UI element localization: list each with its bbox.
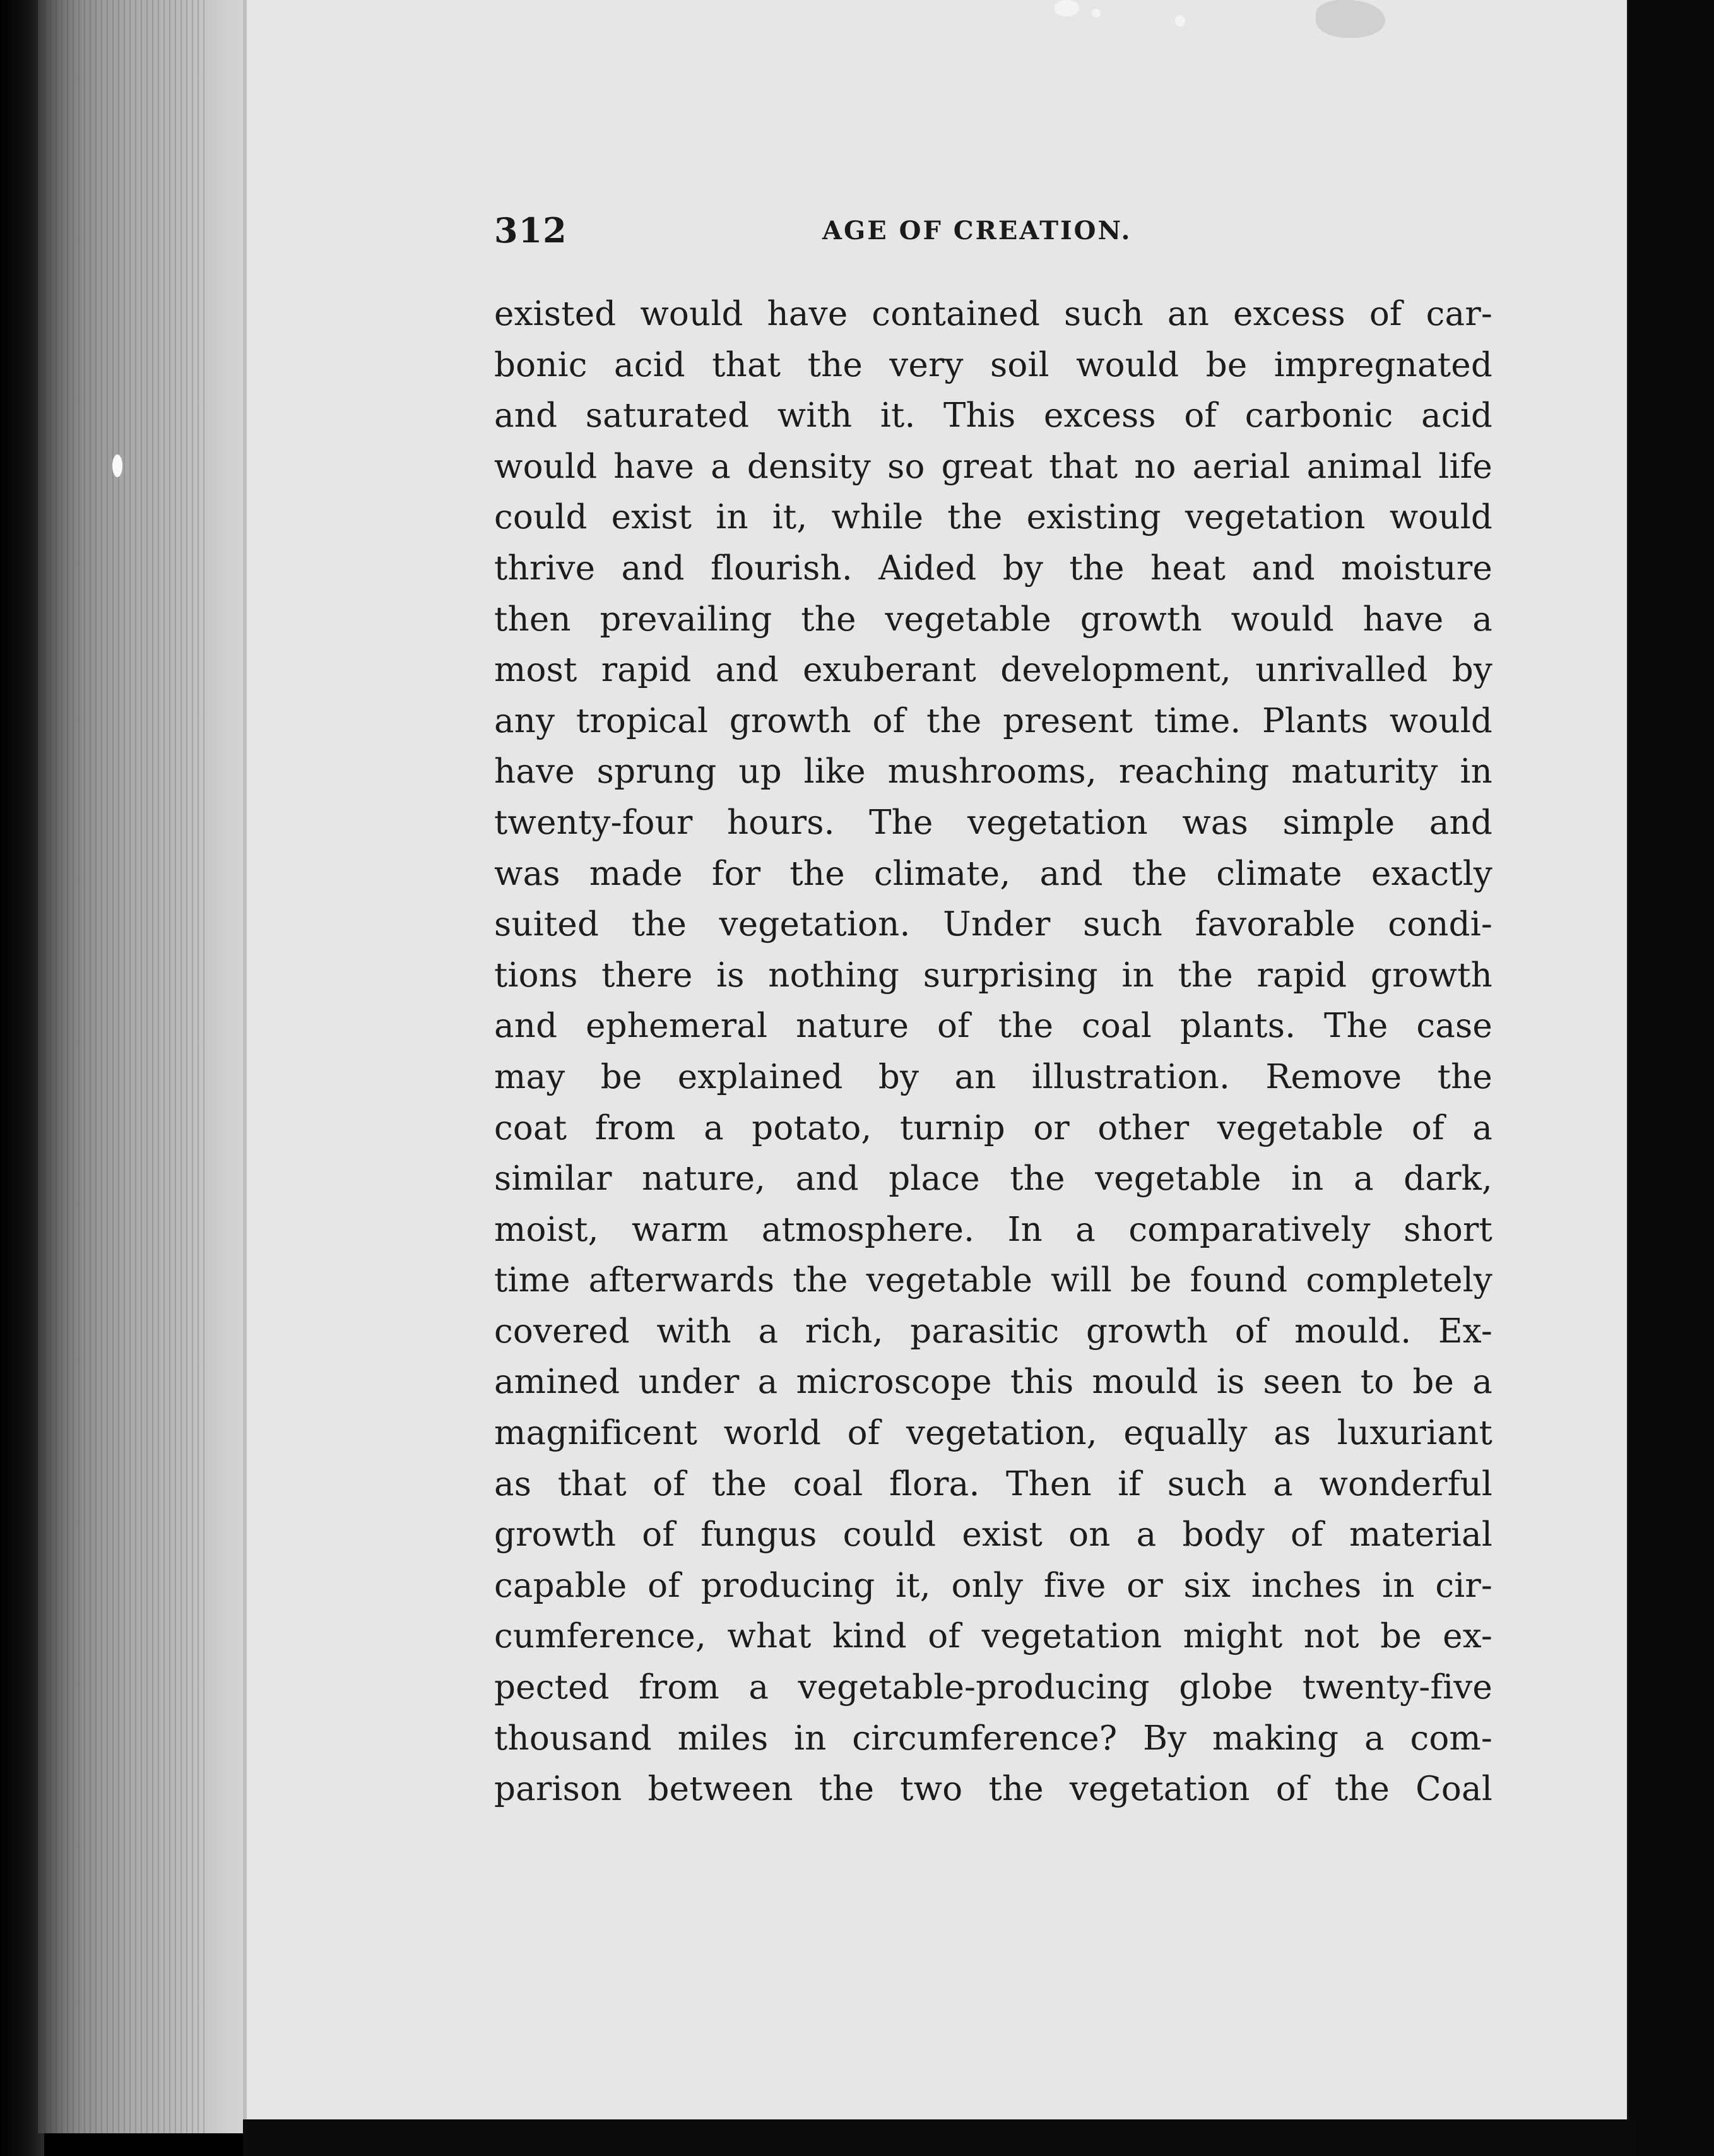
text-line: have sprung up like mushrooms, reaching maturity in xyxy=(494,752,1492,791)
text-line: magnificent world of vegetation, equally as luxuriant xyxy=(494,1414,1492,1453)
text-line: amined under a microscope this mould is seen to be a xyxy=(494,1363,1492,1402)
text-line: capable of producing it, only five or six inches in cir- xyxy=(494,1566,1492,1605)
text-line: then prevailing the vegetable growth would have a xyxy=(494,600,1492,639)
text-line: parison between the two the vegetation of the Coal xyxy=(494,1770,1492,1809)
text-line: and ephemeral nature of the coal plants. The case xyxy=(494,1007,1492,1046)
running-title: AGE OF CREATION. xyxy=(822,216,1132,246)
text-line: twenty-four hours. The vegetation was simple and xyxy=(494,803,1492,842)
text-line: thrive and flourish. Aided by the heat and moisture xyxy=(494,548,1492,588)
text-line: coat from a potato, turnip or other vegetable of a xyxy=(494,1108,1492,1147)
body-text xyxy=(494,289,1492,1815)
text-line: cumference, what kind of vegetation might not be ex- xyxy=(494,1617,1492,1656)
text-line: moist, warm atmosphere. In a comparatively short xyxy=(494,1210,1492,1249)
text-line: bonic acid that the very soil would be impregnated xyxy=(494,345,1492,384)
text-line: suited the vegetation. Under such favorable condi- xyxy=(494,905,1492,944)
text-line: similar nature, and place the vegetable in a dark, xyxy=(494,1159,1492,1199)
bottom-dark-border xyxy=(243,2119,1631,2156)
text-line: most rapid and exuberant development, unrivalled by xyxy=(494,651,1492,690)
text-line: as that of the coal flora. Then if such a wonderful xyxy=(494,1464,1492,1503)
text-line: and saturated with it. This excess of carbonic acid xyxy=(494,396,1492,435)
page-number: 312 xyxy=(494,210,567,251)
text-line: would have a density so great that no aerial animal life xyxy=(494,447,1492,486)
text-line: time afterwards the vegetable will be found completely xyxy=(494,1261,1492,1300)
scan-speck xyxy=(1054,0,1079,16)
scan-speck xyxy=(1175,15,1185,27)
text-line: any tropical growth of the present time. Plants would xyxy=(494,701,1492,740)
running-head xyxy=(494,208,1491,252)
text-line: could exist in it, while the existing vegetation would xyxy=(494,498,1492,537)
text-line: covered with a rich, parasitic growth of mould. Ex- xyxy=(494,1312,1492,1351)
text-line: thousand miles in circumference? By making a com- xyxy=(494,1719,1492,1758)
scan-speck xyxy=(112,454,122,477)
right-dark-border xyxy=(1628,0,1714,2156)
text-line: pected from a vegetable-producing globe twenty-five xyxy=(494,1668,1492,1707)
text-line: may be explained by an illustration. Remove the xyxy=(494,1057,1492,1096)
page-edge-lines xyxy=(44,0,208,2133)
text-line: tions there is nothing surprising in the rapid growth xyxy=(494,956,1492,995)
scan-speck xyxy=(1092,9,1101,18)
text-line: existed would have contained such an excess of car- xyxy=(494,295,1492,333)
text-line: growth of fungus could exist on a body of material xyxy=(494,1515,1492,1555)
text-line: was made for the climate, and the climate exactly xyxy=(494,854,1492,893)
